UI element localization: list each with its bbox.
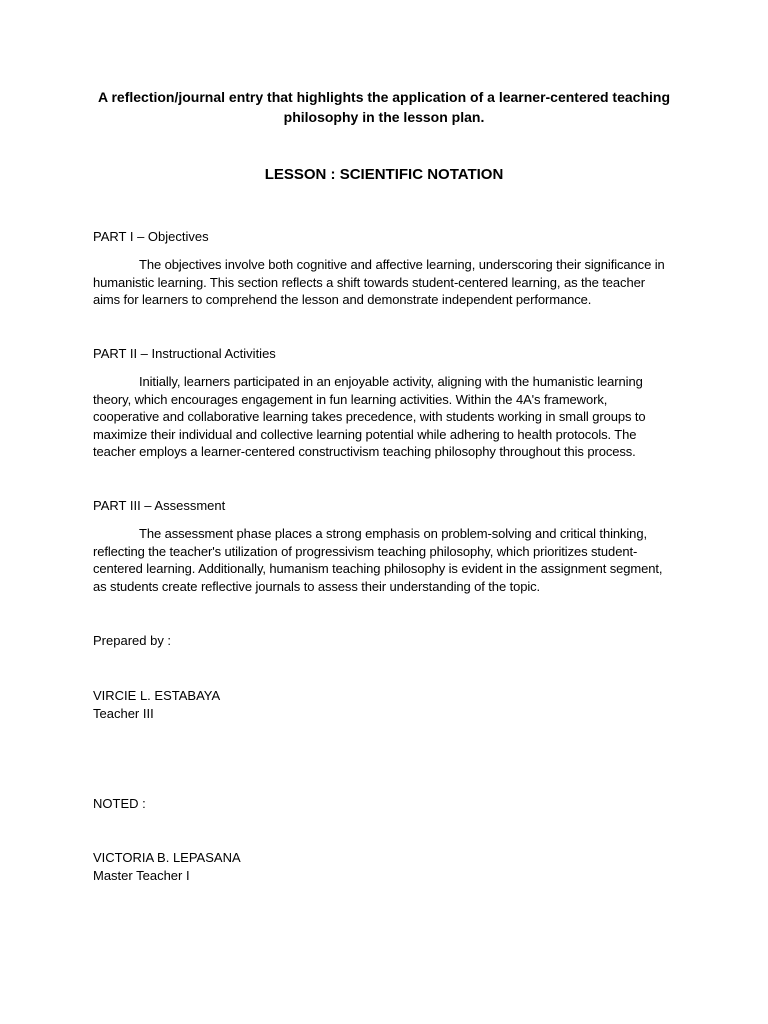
noted-position: Master Teacher I [93,868,190,883]
prepared-by-name: VIRCIE L. ESTABAYA [93,688,221,703]
document-title: A reflection/journal entry that highlights the application of a learner-centered teaching philosophy in the lesson plan. [97,89,670,125]
section-body-part-2: Initially, learners participated in an enjoyable activity, aligning with the humanistic learning theory, which encourages engagement in fun learning activities. Within the 4A's framework, cooperative and collaborative learning takes precedence, with students working in small groups to maximize their individual and collective learning potential while adhering to health protocols. The teacher employs a learner-centered constructivism teaching philosophy throughout this process. [93,374,646,460]
section-body-part-1: The objectives involve both cognitive and affective learning, underscoring their significance in humanistic learning. This section reflects a shift towards student-centered learning, as the teacher aims for learners to comprehend the lesson and demonstrate independent performance. [93,257,665,308]
section-heading-part-3: PART III – Assessment [93,498,226,513]
section-heading-part-1: PART I – Objectives [93,229,209,244]
lesson-title: LESSON : SCIENTIFIC NOTATION [264,166,504,183]
prepared-by-label: Prepared by : [93,633,172,648]
prepared-by-position: Teacher III [93,706,154,721]
noted-name: VICTORIA B. LEPASANA [93,850,241,865]
noted-label: NOTED : [93,796,146,811]
section-heading-part-2: PART II – Instructional Activities [93,346,276,361]
section-body-part-3: The assessment phase places a strong emphasis on problem-solving and critical thinking, reflecting the teacher's utilization of progressivism teaching philosophy, which prioritizes student-centered learning. Additionally, humanism teaching philosophy is evident in the assignment segment, as students create reflective journals to assess their understanding of the topic. [93,526,663,594]
